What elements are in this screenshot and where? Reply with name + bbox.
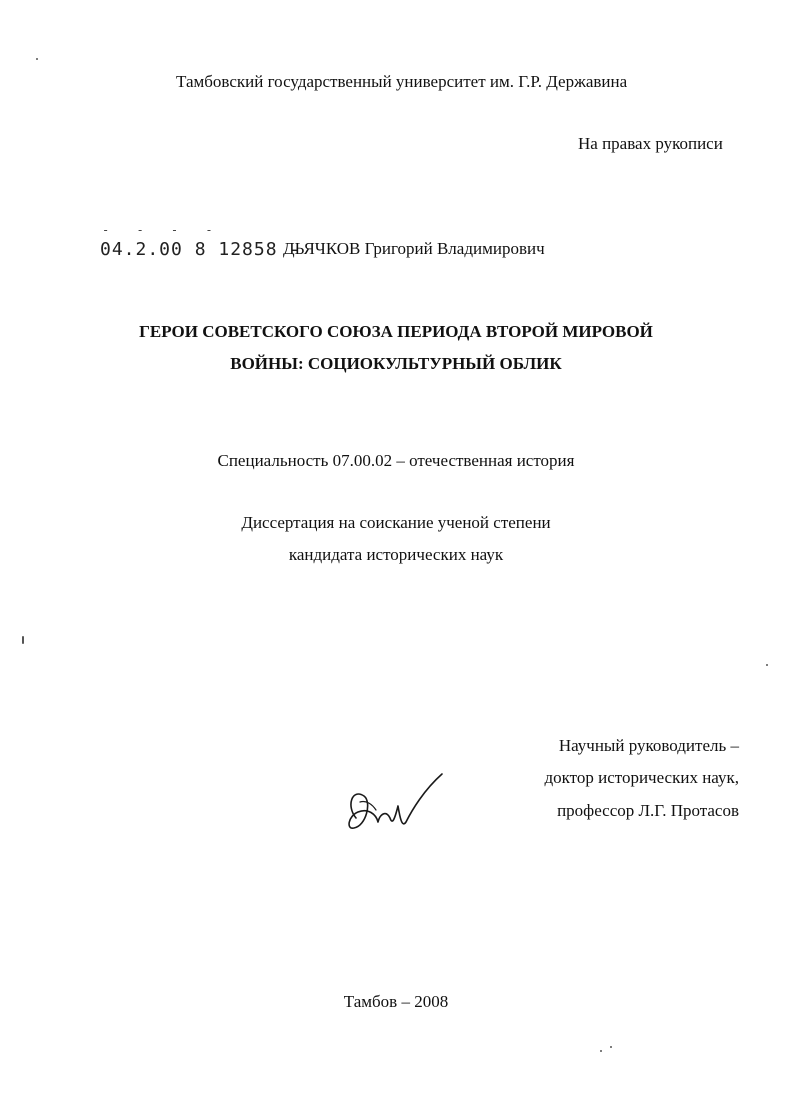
signature-icon	[342, 766, 452, 846]
scan-speck	[610, 1046, 612, 1048]
degree-line-2: кандидата исторических наук	[288, 545, 504, 564]
stamp-ticks: - - - -	[102, 223, 223, 237]
specialty: Специальность 07.00.02 – отечественная история	[217, 451, 575, 470]
scan-speck	[36, 58, 38, 60]
author-name: ДЬЯЧКОВ Григорий Владимирович	[283, 239, 545, 258]
advisor-line-3: профессор Л.Г. Протасов	[557, 801, 739, 820]
scan-speck	[600, 1050, 602, 1052]
thesis-title-line-1: ГЕРОИ СОВЕТСКОГО СОЮЗА ПЕРИОДА ВТОРОЙ МИРОВОЙ	[139, 322, 653, 341]
place-and-year: Тамбов – 2008	[343, 992, 449, 1011]
degree-line-1: Диссертация на соискание ученой степени	[241, 513, 551, 532]
scan-speck	[766, 664, 768, 666]
advisor-line-2: доктор исторических наук,	[544, 768, 739, 787]
registry-stamp-number: 04.2.00 8 12858 -	[100, 239, 302, 260]
advisor-line-1: Научный руководитель –	[558, 736, 739, 755]
scan-speck	[22, 636, 24, 644]
manuscript-note: На правах рукописи	[578, 134, 723, 153]
university-name: Тамбовский государственный университет им. Г.Р. Державина	[176, 72, 628, 91]
thesis-title-line-2: ВОЙНЫ: СОЦИОКУЛЬТУРНЫЙ ОБЛИК	[230, 354, 562, 373]
